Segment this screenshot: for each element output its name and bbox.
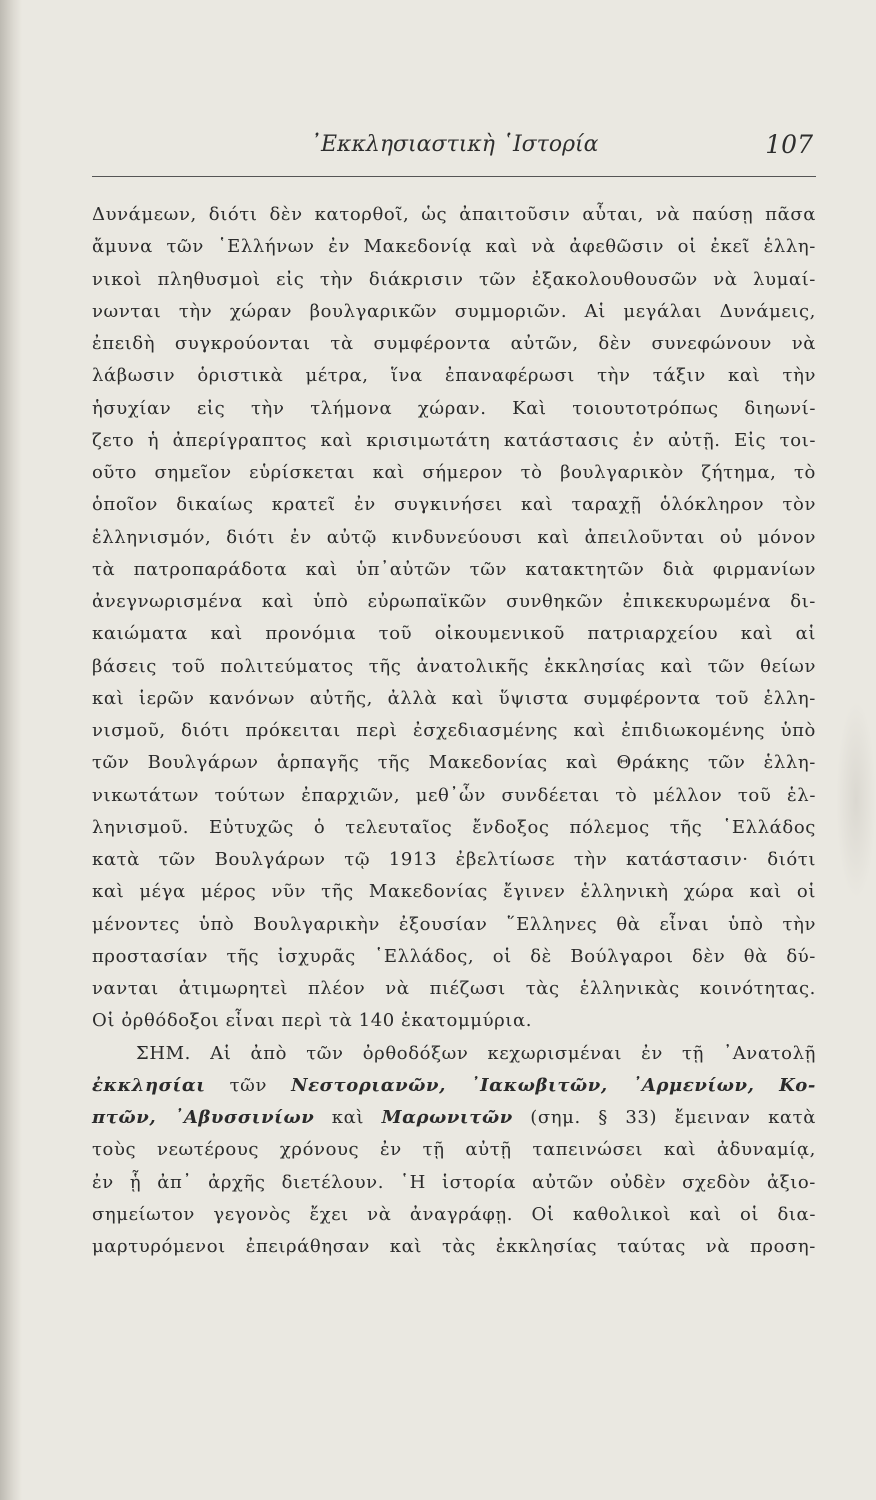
text-line: τὰ πατροπαράδοτα καὶ ὑπ᾿αὐτῶν τῶν κατακτητῶν διὰ φιρμανίων bbox=[92, 558, 816, 580]
note-line: σημείωτον γεγονὸς ἔχει νὰ ἀναγράφῃ. Οἱ καθολικοὶ καὶ οἱ δια- bbox=[92, 1203, 816, 1225]
body-text bbox=[92, 199, 816, 1263]
page-gutter bbox=[0, 0, 22, 1500]
note-bold: Νεστοριανῶν, ᾿Ιακωβιτῶν, ᾿Αρμενίων, Κο- bbox=[291, 1074, 816, 1096]
note-line: ΣΗΜ. Αἱ ἀπὸ τῶν ὀρθοδόξων κεχωρισμέναι ἐν τῇ ᾿Ανατολῇ bbox=[136, 1042, 816, 1064]
note-text: τῶν bbox=[205, 1074, 292, 1096]
text-line: καὶ μέγα μέρος νῦν τῆς Μακεδονίας ἔγινεν ἑλληνικὴ χώρα καὶ οἱ bbox=[92, 881, 816, 903]
text-line: βάσεις τοῦ πολιτεύματος τῆς ἀνατολικῆς ἐκκλησίας καὶ τῶν θείων bbox=[92, 655, 816, 677]
text-line: ὁποῖον δικαίως κρατεῖ ἐν συγκινήσει καὶ ταραχῇ ὁλόκληρον τὸν bbox=[92, 494, 816, 516]
text-line: Οἱ ὀρθόδοξοι εἶναι περὶ τὰ 140 ἑκατομμύρια. bbox=[92, 1010, 533, 1032]
text-line: νισμοῦ, διότι πρόκειται περὶ ἐσχεδιασμένης καὶ ἐπιδιωκομένης ὑπὸ bbox=[92, 720, 816, 741]
text-line: ληνισμοῦ. Εὐτυχῶς ὁ τελευταῖος ἔνδοξος πόλεμος τῆς ῾Ελλάδος bbox=[92, 816, 816, 838]
page-header bbox=[90, 128, 817, 168]
note-line: ἐν ᾗ ἀπ᾿ ἀρχῆς διετέλουν. ῾Η ἱστορία αὐτῶν οὐδὲν σχεδὸν ἀξιο- bbox=[92, 1171, 816, 1193]
text-line: νωνται τὴν χώραν βουλγαρικῶν συμμοριῶν. Αἱ μεγάλαι Δυνάμεις, bbox=[92, 300, 816, 322]
text-line: νανται ἀτιμωρητεὶ πλέον νὰ πιέζωσι τὰς ἑλληνικὰς κοινότητας. bbox=[92, 978, 816, 999]
text-line: ἑλληνισμόν, διότι ἐν αὐτῷ κινδυνεύουσι καὶ ἀπειλοῦνται οὐ μόνον bbox=[92, 526, 816, 548]
margin-stamp bbox=[836, 700, 876, 900]
text-line: μένοντες ὑπὸ Βουλγαρικὴν ἐξουσίαν ῞Ελληνες θὰ εἶναι ὑπὸ τὴν bbox=[92, 913, 816, 935]
text-line: καὶ ἱερῶν κανόνων αὐτῆς, ἀλλὰ καὶ ὕψιστα συμφέροντα τοῦ ἑλλη- bbox=[92, 687, 816, 709]
note-bold: ἐκκλησίαι bbox=[92, 1074, 206, 1096]
page-number: 107 bbox=[765, 130, 813, 159]
text-line: νικοὶ πληθυσμοὶ εἰς τὴν διάκρισιν τῶν ἐξακολουθουσῶν νὰ λυμαί- bbox=[92, 268, 816, 290]
text-line: κατὰ τῶν Βουλγάρων τῷ 1913 ἐβελτίωσε τὴν κατάστασιν· διότι bbox=[92, 849, 816, 870]
text-line: ἡσυχίαν εἰς τὴν τλήμονα χώραν. Καὶ τοιουτοτρόπως διηωνί- bbox=[92, 397, 816, 419]
note-line bbox=[92, 1070, 816, 1102]
text-line: ἄμυνα τῶν ῾Ελλήνων ἐν Μακεδονίᾳ καὶ νὰ ἀφεθῶσιν οἱ ἐκεῖ ἑλλη- bbox=[92, 236, 816, 258]
header-rule bbox=[92, 176, 816, 177]
note-line: μαρτυρόμενοι ἐπειράθησαν καὶ τὰς ἐκκλησίας ταύτας νὰ προση- bbox=[92, 1236, 816, 1257]
text-line: προστασίαν τῆς ἰσχυρᾶς ῾Ελλάδος, οἱ δὲ Βούλγαροι δὲν θὰ δύ- bbox=[92, 945, 816, 967]
note-text: (σημ. § 33) ἔμειναν κατὰ bbox=[512, 1107, 816, 1128]
text-line: καιώματα καὶ προνόμια τοῦ οἰκουμενικοῦ πατριαρχείου καὶ αἱ bbox=[92, 623, 816, 645]
note-bold: πτῶν, ᾿Αβυσσινίων bbox=[92, 1107, 315, 1128]
note-line bbox=[92, 1102, 816, 1134]
text-line: ἀνεγνωρισμένα καὶ ὑπὸ εὐρωπαϊκῶν συνθηκῶν ἐπικεκυρωμένα δι- bbox=[92, 591, 816, 612]
text-line: νικωτάτων τούτων ἐπαρχιῶν, μεθ᾿ὧν συνδέεται τὸ μέλλον τοῦ ἑλ- bbox=[92, 784, 816, 806]
note-line: τοὺς νεωτέρους χρόνους ἐν τῇ αὐτῇ ταπεινώσει καὶ ἀδυναμίᾳ, bbox=[92, 1139, 816, 1161]
note-text: καὶ bbox=[314, 1107, 382, 1128]
running-title: ᾿Εκκλησιαστικὴ ῾Ιστορία bbox=[310, 132, 599, 157]
text-line: Δυνάμεων, διότι δὲν κατορθοῖ, ὡς ἀπαιτοῦσιν αὗται, νὰ παύσῃ πᾶσα bbox=[92, 204, 816, 225]
text-line: οῦτο σημεῖον εὑρίσκεται καὶ σήμερον τὸ βουλγαρικὸν ζήτημα, τὸ bbox=[92, 462, 816, 483]
note-bold: Μαρωνιτῶν bbox=[381, 1107, 513, 1128]
text-line: λάβωσιν ὁριστικὰ μέτρα, ἵνα ἐπαναφέρωσι τὴν τάξιν καὶ τὴν bbox=[92, 365, 816, 387]
text-line: ἐπειδὴ συγκρούονται τὰ συμφέροντα αὐτῶν, δὲν συνεφώνουν νὰ bbox=[92, 333, 816, 354]
text-line: ζετο ἡ ἀπερίγραπτος καὶ κρισιμωτάτη κατάστασις ἐν αὐτῇ. Εἰς τοι- bbox=[92, 429, 816, 451]
text-line: τῶν Βουλγάρων ἁρπαγῆς τῆς Μακεδονίας καὶ Θράκης τῶν ἑλλη- bbox=[92, 752, 816, 774]
